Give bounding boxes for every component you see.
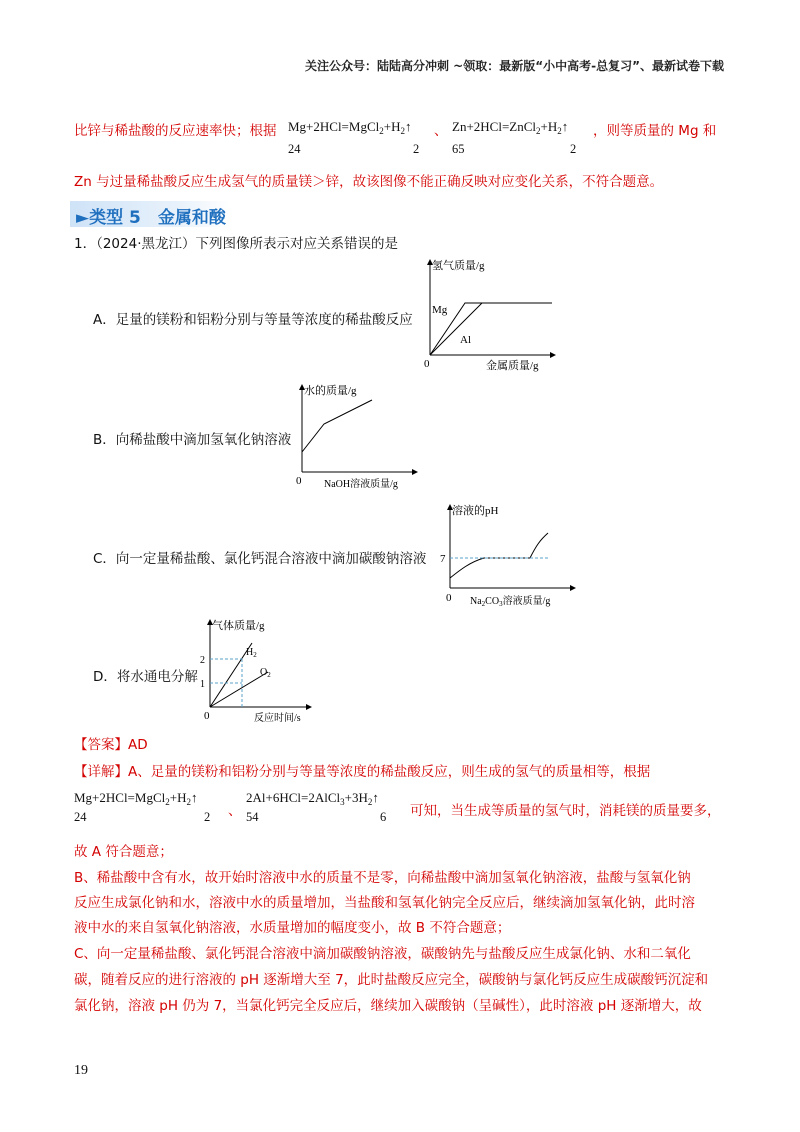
graph-b-ylabel: 水的质量/g (304, 385, 357, 397)
coef-mg-h2: 2 (413, 142, 420, 156)
banner-title: ►类型 5 金属和酸 (76, 208, 226, 228)
answer-value: AD (128, 737, 148, 753)
graph-d-ylabel: 气体质量/g (212, 620, 265, 632)
explanation-coef-al-h2: 6 (380, 810, 387, 824)
graph-c (440, 500, 580, 612)
explanation-equation-al: $2Al+6HCl=2AlCl_3+3H_2↑$ (246, 790, 379, 807)
explanation-a-intro: 【详解】A、足量的镁粉和铝粉分别与等量等浓度的稀盐酸反应，则生成的氢气的质量相等，根据 (74, 764, 651, 780)
graph-a-ylabel: 氢气质量/g (432, 260, 485, 272)
graph-c-origin: 0 (446, 592, 452, 604)
page-number: 19 (74, 1063, 88, 1078)
graph-c-curve (450, 533, 548, 578)
graph-c-tick7: 7 (440, 553, 446, 565)
graph-b-xlabel: NaOH溶液质量/g (324, 479, 398, 490)
graph-d-x-arrow (306, 704, 312, 710)
explanation-a-suffix: 可知，当生成等质量的氢气时，消耗镁的质量要多， (410, 803, 721, 819)
graph-c-x-arrow (570, 585, 576, 591)
explanation-coef-al: 54 (246, 810, 259, 824)
graph-c-ylabel: 溶液的pH (452, 505, 499, 517)
answer-label: 【答案】 (74, 737, 128, 753)
graph-b (292, 380, 422, 495)
explanation-coef-mg: 24 (74, 810, 87, 824)
explanation-separator: 、 (228, 803, 242, 819)
graph-d-origin: 0 (204, 710, 210, 722)
answer (74, 735, 148, 755)
graph-d (198, 615, 318, 727)
explanation-c-line3: 氯化钠，溶液 pH 仍为 7，当氯化钙完全反应后，继续加入碳酸钠（呈碱性），此时溶液 pH 逐渐增大，故 (74, 998, 702, 1014)
explanation-a-end: 故 A 符合题意； (74, 844, 173, 860)
option-c: C．向一定量稀盐酸、氯化钙混合溶液中滴加碳酸钠溶液 (93, 551, 427, 567)
graph-a-xlabel: 金属质量/g (486, 360, 539, 372)
graph-b-x-arrow (412, 469, 418, 475)
graph-a-line-mg (430, 303, 552, 355)
graph-d-tick2: 2 (200, 655, 205, 666)
graph-c-xlabel: $Na_2CO_3$溶液质量/g (470, 596, 551, 608)
section-banner (70, 201, 730, 227)
graph-d-label-h2: $H_2$ (246, 647, 257, 659)
graph-d-xlabel: 反应时间/s (254, 713, 301, 724)
explanation-c-line1: C、向一定量稀盐酸、氯化钙混合溶液中滴加碳酸钠溶液，碳酸钠先与盐酸反应生成氯化钠、水和二氧化 (74, 946, 691, 962)
option-b: B．向稀盐酸中滴加氢氧化钠溶液 (93, 432, 292, 448)
explanation-b-line2: 反应生成氯化钠和水，溶液中水的质量增加，当盐酸和氢氧化钠完全反应后，继续滴加氢氧化钠，此时溶 (74, 895, 695, 911)
coef-zn-h2: 2 (570, 142, 577, 156)
explanation-b-line1: B、稀盐酸中含有水，故开始时溶液中水的质量不是零，向稀盐酸中滴加氢氧化钠溶液，盐酸与氢氧化钠 (74, 870, 691, 886)
graph-a-origin: 0 (424, 358, 430, 370)
option-a: A．足量的镁粉和铝粉分别与等量等浓度的稀盐酸反应 (93, 312, 413, 328)
explanation-b-line3: 液中水的来自氢氧化钠溶液，水质量增加的幅度变小，故 B 不符合题意； (74, 920, 511, 936)
page-header: 关注公众号：陆陆高分冲刺 ~领取：最新版“小中高考-总复习”、最新试卷下载 (305, 59, 724, 73)
intro-line1-suffix: ，则等质量的 Mg 和 (593, 123, 717, 139)
explanation-c-line2: 碳，随着反应的进行溶液的 pH 逐渐增大至 7，此时盐酸反应完全，碳酸钠与氯化钙反应生成碳酸钙沉淀和 (74, 972, 709, 988)
explanation-label: 【详解】 (74, 764, 128, 780)
graph-d-label-o2: $O_2$ (260, 667, 271, 679)
explanation-equation-mg: $Mg+2HCl=MgCl_2+H_2↑$ (74, 790, 198, 807)
coef-zn: 65 (452, 142, 465, 156)
question-stem: 1．（2024·黑龙江）下列图像所表示对应关系错误的是 (74, 236, 398, 252)
graph-b-curve (302, 400, 372, 452)
graph-d-tick1: 1 (200, 679, 205, 690)
intro-separator: 、 (434, 123, 448, 139)
graph-a (420, 255, 560, 375)
graph-b-origin: 0 (296, 475, 302, 487)
graph-a-label-mg: Mg (432, 304, 448, 316)
graph-a-x-arrow (550, 352, 556, 358)
coef-mg: 24 (288, 142, 301, 156)
option-d: D．将水通电分解 (93, 669, 198, 685)
explanation-coef-mg-h2: 2 (204, 810, 211, 824)
graph-a-label-al: Al (460, 334, 471, 346)
intro-line1-prefix: 比锌与稀盐酸的反应速率快；根据 (74, 123, 277, 139)
intro-equation-mg: $Mg+2HCl=MgCl_2+H_2↑$ (288, 119, 412, 136)
intro-equation-zn: $Zn+2HCl=ZnCl_2+H_2↑$ (452, 119, 569, 136)
intro-line2: Zn 与过量稀盐酸反应生成氢气的质量镁＞锌，故该图像不能正确反映对应变化关系，不符合题意。 (74, 174, 664, 190)
